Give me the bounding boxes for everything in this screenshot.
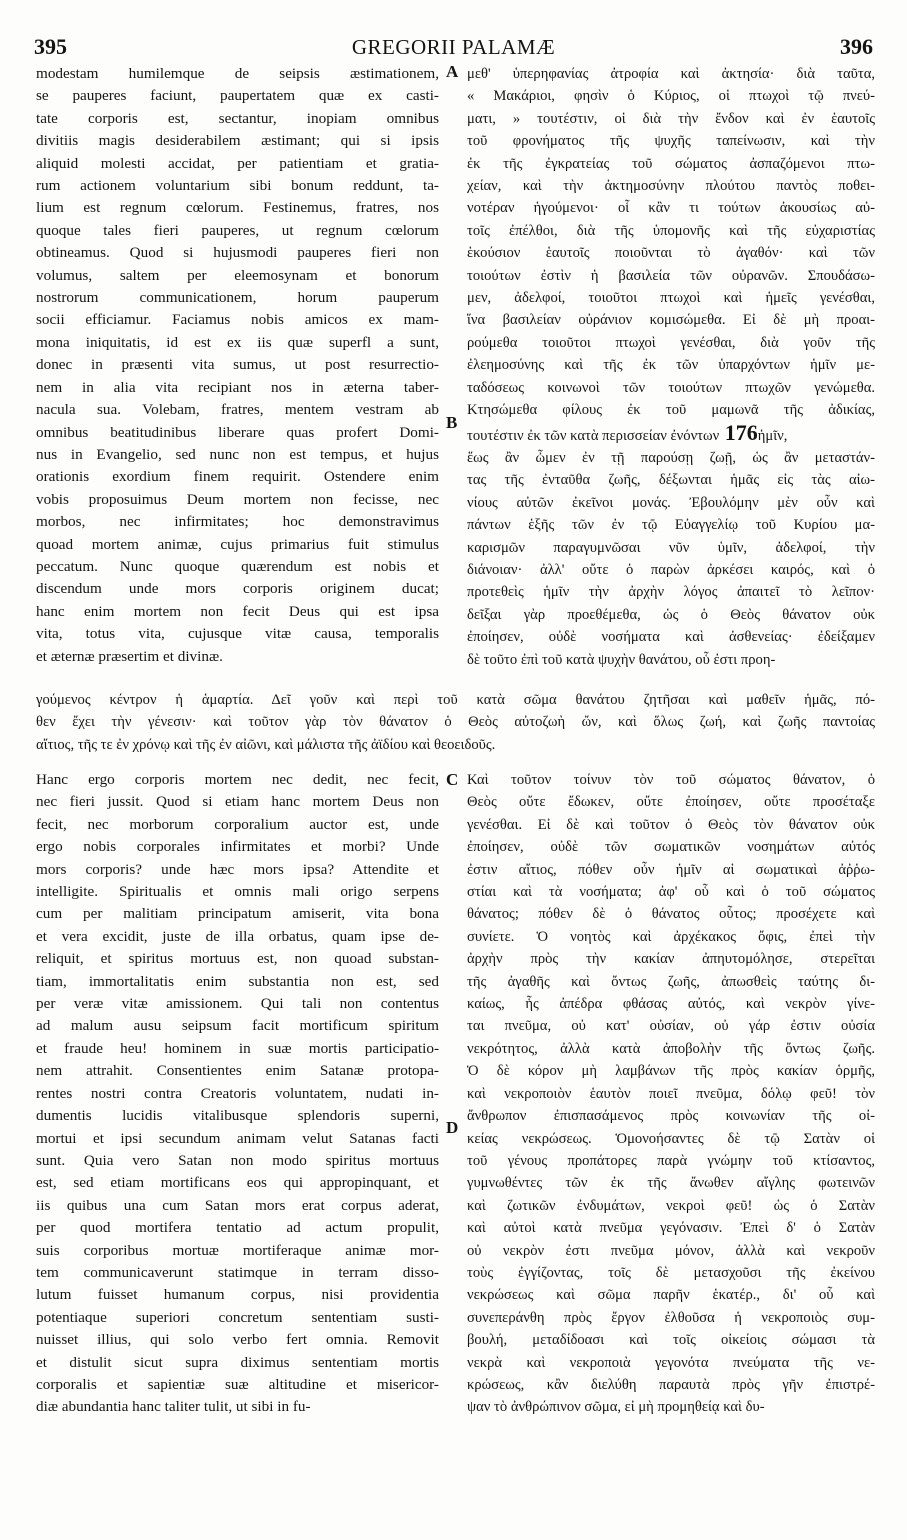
text-line: per quod mortifera tentatio ad actum propulit, (36, 1219, 439, 1237)
text-line: lutum fuisset humanum corpus, nisi providentia (36, 1286, 439, 1304)
text-line: nus in Evangelio, sed nunc non est tempus, et hujus (36, 445, 439, 463)
text-line: ἐκ τῆς ἐγκρατείας τοῦ σώματος ἀσπαζόμενοι πτω- (467, 155, 875, 172)
text-line: Θεὸς οὔτε ἔδωκεν, οὔτε ἐποίησεν, οὔτε προσέταξε (467, 794, 875, 811)
text-line: nem in alia vita recipiant nos in æterna taber- (36, 378, 439, 396)
text-line: συνεπεράνθη πρὸς ἔργον ἐλθοῦσα ἡ νεκροποιὸς συμ- (467, 1309, 875, 1326)
text-line: ταδόσεως κοινωνοὶ τῶν τοιούτων πτωχῶν γενώμεθα. (467, 379, 875, 396)
text-line: et distulit sicut supra diximus sententiam mortis (36, 1353, 439, 1371)
text-line: νεκρὰ καὶ νεκροποιὰ γεγονότα πνεύματα τῆς νε- (467, 1354, 875, 1371)
text-line: μεν, ἀδελφοί, τοιοῦτοι πτωχοὶ καὶ ἡμεῖς γενέσθαι, (467, 290, 875, 307)
text-line: reliquit, et spiritus mortuus est, non quoad substan- (36, 950, 439, 968)
text-line: αἴτιος, τῆς τε ἐν χρόνῳ καὶ τῆς ἐν αἰῶνι, καὶ μάλιστα τῆς ἀϊδίου καὶ θεοειδοῦς. (36, 736, 496, 753)
latin-column-top (36, 63, 439, 668)
text-line: dumentis lucidis vitalibusque splendoris superni, (36, 1107, 439, 1125)
text-line: καρισμῶν παραγυμνῶσαι νῦν ὑμῖν, ἀδελφοί, τὴν (467, 539, 875, 556)
text-line: Κτησώμεθα φίλους ἐκ τοῦ μαμωνᾶ τῆς ἀδικίας, (467, 402, 875, 419)
page-number-right: 396 (840, 34, 873, 59)
text-line: καὶ νεκροποιὸν ἑαυτὸν ποιεῖ πνεῦμα, δόλῳ φεῦ! τὸν (467, 1085, 875, 1102)
text-line: et vera excidit, juste de illa orbatus, quam ipse de- (36, 927, 439, 945)
text-line: cum per malitiam principatum amiserit, vita bona (36, 905, 439, 923)
text-line: nem attrahit. Consentientes enim Satanæ protopa- (36, 1062, 439, 1080)
text-line: νεκρώσεως καὶ σῶμα παρῆν ἑκατέρ., δι' οὗ καὶ (467, 1287, 875, 1304)
page-number-left: 395 (34, 34, 67, 59)
text-line: mors corporis? unde hæc mors ipsa? Attendite et (36, 860, 439, 878)
text-line: nostrorum communicationem, horum pauperum (36, 289, 439, 307)
text-line: morbos, nec infirmitates; hoc demonstravimus (36, 513, 439, 531)
text-line: volumus, saltem per eleemosynam et bonorum (36, 266, 439, 284)
text-line: προτεθεὶς ἡμῖν τὴν ἀρχὴν λόγος ἀπαιτεῖ τὸ λεῖπον· (467, 584, 875, 601)
text-line: οὐ νεκρὸν ἐστι πνεῦμα μόνον, ἀλλὰ καὶ νεκροῦν (467, 1242, 875, 1259)
text-line: intelligite. Spiritualis et omnis mali origo serpens (36, 883, 439, 901)
text-line: Hanc ergo corporis mortem nec dedit, nec fecit, (36, 771, 439, 788)
text-line: peccatum. Nunc quoque quærendum est nobis et (36, 557, 439, 575)
text-line: δεῖξαι γὰρ προεθέμεθα, ὡς ὁ Θεὸς θάνατον οὐκ (467, 606, 875, 623)
text-line: καὶ ζωτικῶν ἐνδυμάτων, νεκροὶ φεῦ! ὡς ὁ Σατὰν (467, 1197, 875, 1214)
text-line: καίως, ἧς ἀπέδρα φθάσας αὐτός, καὶ νεκρὸν γίνε- (467, 996, 875, 1013)
text-line: rentes nostri contra Creatoris voluntatem, nudati in- (36, 1084, 439, 1102)
text-line: Καὶ τοῦτον τοίνυν τὸν τοῦ σώματος θάνατον, ὁ (467, 772, 875, 788)
text-line: ad malum ausu seipsum facit mortificum spiritum (36, 1017, 439, 1035)
text-line: iis quibus una cum Satan mors erat corpus aderat, (36, 1196, 439, 1214)
text-line: ρούμεθα τοιοῦτοι πτωχοὶ γενέσθαι, διὰ γοῦν τῆς (467, 334, 875, 351)
text-line-tail: ἡμῖν, (757, 427, 788, 444)
text-line: γενέσθαι. Εἰ δὲ καὶ τοῦτον ὁ Θεὸς τὸν θάνατον οὐκ (467, 816, 875, 833)
text-line: aliquid molesti accidat, per patientiam et gratia- (36, 154, 439, 172)
text-line: τουτέστιν ἐκ τῶν κατὰ περισσείαν ἐνόντων 176ἡμῖν, (467, 421, 788, 445)
text-line: γούμενος κέντρον ἡ ἁμαρτία. Δεῖ γοῦν καὶ περὶ τοῦ κατὰ σῶμα θανάτου ζητῆσαι καὶ μαθεῖν ἡμᾶς, πό- (36, 692, 875, 708)
text-line: Ὁ δὲ κόρον μὴ λαμβάνων τῆς πρὸς κακίαν ὁρμῆς, (467, 1063, 875, 1080)
text-line: divitiis magis desiderabilem æstimant; qui si ipsis (36, 132, 439, 150)
text-line: nec fieri jussit. Quod si etiam hanc mortem Deus non (36, 793, 439, 811)
text-line: orationis exordium finem requirit. Ostendere enim (36, 468, 439, 486)
text-line: mona iniquitatis, id est ex iis quæ superfl a sunt, (36, 333, 439, 351)
text-line: per veræ vitæ amissionem. Qui tali non contentus (36, 995, 439, 1013)
text-line: quoad mortem animæ, cujus primarius fuit stimulus (36, 535, 439, 553)
text-line: θάνατος; πόθεν δὲ ὁ θάνατος οὗτος; προσέχετε καὶ (467, 906, 875, 923)
text-line: κρώσεως, κἂν διελύθη παραυτὰ πρὸς γῆν ἐπιστρέ- (467, 1376, 875, 1393)
text-line: et æternæ præsertim et divinæ. (36, 647, 223, 665)
text-line: γυμνωθέντες τῶν ἐκ τῆς ἄνωθεν αἴγλης φωτεινῶν (467, 1175, 875, 1192)
greek-full-width-continuation (36, 689, 875, 756)
text-line: ματι, » τουτέστιν, οἱ διὰ τὴν ἔνδον καὶ ἐν ἑαυτοῖς (467, 110, 875, 127)
greek-column-bottom (467, 769, 875, 1419)
text-line: ἐποίησεν, οὐδὲ τῶν σωματικῶν νοσημάτων αὐτός (467, 839, 875, 856)
text-line: vobis proposuimus Deum mortem non fecisse, nec (36, 490, 439, 508)
text-line: ἐστιν αἴτιος, πόθεν οὖν ἡμῖν αἱ σωματικαὶ ἀῤῥω- (467, 861, 875, 878)
text-line: nacula sua. Volebam, fratres, mentem vestram ab (36, 401, 439, 419)
page-header (0, 34, 907, 64)
text-line: βουλή, μεταδίδοασι καὶ τοῖς οἰκείοις σώμασι τὰ (467, 1332, 875, 1349)
text-line: potentiaque superiori concretum sententiam susti- (36, 1308, 439, 1326)
text-line: « Μακάριοι, φησὶν ὁ Κύριος, οἱ πτωχοὶ τῷ πνεύ- (467, 88, 875, 105)
text-line: lium est regnum cœlorum. Festinemus, fratres, nos (36, 199, 439, 217)
text-line: corporalis et sapientiæ suæ altitudine et misericor- (36, 1375, 439, 1393)
text-line: θεν ἔχει τὴν γένεσιν· καὶ τοῦτον γὰρ τὸν θάνατον ὁ Θεὸς αὐτοζωὴ ὤν, καὶ ὅλως ζωή, καὶ ζωῆς παντοίας (36, 714, 875, 731)
text-line: ἀρχὴν πρὸς τὴν κακίαν ἀπηυτομόλησε, στερεῖται (467, 951, 875, 968)
text-line: ἄνθρωπον ἐπισπασάμενος πρὸς κοινωνίαν τῆς οἰ- (467, 1108, 875, 1125)
text-line: νίους αὐτῶν ἐκεῖνοι μονάς. Ἐβουλόμην μὲν οὖν καὶ (467, 494, 875, 511)
text-line: mortui et ipsi secundum animam velut Satanas facti (36, 1129, 439, 1147)
text-line: omnibus beatitudinibus liberare quas profert Domi- (36, 423, 439, 441)
text-line: hanc enim mortem non fecit Deus qui est ipsa (36, 602, 439, 620)
text-line: μεθ' ὑπερηφανίας ἀτροφία καὶ ἀκτησία· διὰ ταῦτα, (467, 66, 875, 82)
text-line: στίαι καὶ τὰ νοσήματα; ἀφ' οὗ καὶ ὁ τοῦ σώματος (467, 884, 875, 901)
migne-column-number: 176 (719, 421, 758, 445)
text-line: obtineamus. Quod si hujusmodi pauperes fieri non (36, 244, 439, 262)
text-line: fecit, nec morborum corporalium auctor est, unde (36, 815, 439, 833)
text-line: ἵνα βασιλείαν οὐράνιον κομισώμεθα. Εἰ δὲ μὴ προαι- (467, 312, 875, 329)
text-line: τοῦ γένους προπάτορες παρὰ γνώμην τοῦ κτίσαντος, (467, 1152, 875, 1169)
text-line: diæ abundantia hanc taliter tulit, ut sibi in fu- (36, 1398, 311, 1416)
text-line: ἕως ἂν ὦμεν ἐν τῇ παρούσῃ ζωῇ, ὡς ἂν μεταστάν- (467, 449, 875, 466)
text-line: et fraude heu! hominem in suæ mortis participatio- (36, 1039, 439, 1057)
text-line: τοιούτων ἐστὶν ἡ βασιλεία τῶν οὐρανῶν. Σπουδάσω- (467, 267, 875, 284)
text-line: ἐλεημοσύνης καὶ τῆς ἐκ τῶν ὑπαρχόντων ἡμῖν με- (467, 357, 875, 374)
text-line: rum actionem voluntarium sibi bonum reddunt, ta- (36, 177, 439, 195)
text-line: τας τῆς ἐνταῦθα ζωῆς, δέξωνται ἡμᾶς εἰς τὰς αἰω- (467, 472, 875, 489)
text-line: modestam humilemque de seipsis æstimationem, (36, 65, 439, 82)
text-line: καὶ αὐτοὶ κατὰ πνεῦμα γεγόνασιν. Ἐπεὶ δ' ὁ Σατὰν (467, 1220, 875, 1237)
text-line: τοὺς ἐγγίζοντας, τοῖς δὲ μετασχοῦσι τῆς ἐκείνου (467, 1264, 875, 1281)
text-line: tate corporis est, sectantur, inopiam omnibus (36, 109, 439, 127)
text-line: δὲ τοῦτο ἐπὶ τοῦ κατὰ ψυχὴν θανάτου, οὗ ἐστι προη- (467, 651, 776, 668)
text-line: νεκρότητος, ἀλλὰ κατὰ ἀποβολὴν τῆς ὄντως ζωῆς. (467, 1040, 875, 1057)
latin-column-bottom (36, 769, 439, 1419)
greek-column-top (467, 63, 875, 671)
text-line: suis corporibus mortuæ mortiferaque animæ mor- (36, 1241, 439, 1259)
text-line: tem communicaverunt statimque in terram disso- (36, 1263, 439, 1281)
text-line: donec in præsenti vita sumus, ut post resurrectio- (36, 356, 439, 374)
section-marker-b: B (446, 413, 458, 432)
text-line: sunt. Quia vero Satan non modo spiritus mortuus (36, 1151, 439, 1169)
text-line: ἑκούσιον ἑαυτοῖς ποιοῦνται τὸ ἀγαθόν· καὶ τῶν (467, 245, 875, 262)
text-line: πάντων ἑξῆς τῶν ἐν τῷ Εὐαγγελίῳ τοῦ Κυρίου μα- (467, 517, 875, 534)
running-title: GREGORII PALAMÆ (351, 35, 556, 59)
text-line: συνίετε. Ὁ νοητὸς καὶ ἀρχέκακος ὄφις, ἐπεὶ τὴν (467, 928, 875, 945)
text-line: discendum unde mors corporis originem ducat; (36, 580, 439, 598)
text-line: vita, totus vita, cujusque vitæ causa, temporalis (36, 625, 439, 643)
text-line: tiam, immortalitatis enim substantia non est, sed (36, 972, 439, 990)
text-line: τῆς ἀγαθῆς καὶ ὄντως ζωῆς, ἀπωσθεὶς ταύτης δι- (467, 973, 875, 990)
text-line: χείαν, καὶ τὴν ἀκτημοσύνην πλούτου παντὸς ποθει- (467, 178, 875, 195)
text-line: διάνοιαν· ἀλλ' οὔτε ὁ παρὼν ἀρκέσει καιρός, καὶ ὁ (467, 561, 875, 578)
text-line: τοῦ φρονήματος τῆς ψυχῆς ταπείνωσιν, καὶ τὴν (467, 133, 875, 150)
text-line: se pauperes faciunt, paupertatem quæ ex casti- (36, 87, 439, 105)
text-line: ψαν τὸ ἀνθρώπινον σῶμα, εἰ μὴ προμηθείᾳ καὶ δυ- (467, 1399, 765, 1416)
text-line: socii efficiamur. Faciamus nobis amicos ex mam- (36, 311, 439, 329)
text-line: quoque tales fieri pauperes, ut regnum cœlorum (36, 221, 439, 239)
section-marker-a: A (446, 62, 459, 81)
text-line: τοῖς ἐπέλθοι, διὰ τῆς ὑπομονῆς καὶ τῆς εὐχαριστίας (467, 222, 875, 239)
text-line: ἐποίησεν, οὐδὲ νοσήματα καὶ ἀσθενείας· ἐδείξαμεν (467, 629, 875, 646)
section-marker-d: D (446, 1118, 459, 1137)
text-line: ται πνεῦμα, οὐ κατ' οὐσίαν, οὐ γάρ ἐστιν οὐσία (467, 1018, 875, 1035)
text-line: nuisset illius, qui solo verbo fert omnia. Removit (36, 1331, 439, 1349)
text-line: est, sed etiam mortificans eos qui appropinquant, et (36, 1174, 439, 1192)
section-marker-c: C (446, 770, 459, 789)
text-line: νοτέραν ἡγούμενοι· οἷ κἂν τι τούτων ἀκουσίως αὐ- (467, 200, 875, 217)
text-line: κείας νεκρώσεως. Ὁμονοήσαντες δὲ τῷ Σατὰν οἱ (467, 1130, 875, 1147)
text-line: ergo nobis corporales infirmitates et morbi? Unde (36, 838, 439, 856)
